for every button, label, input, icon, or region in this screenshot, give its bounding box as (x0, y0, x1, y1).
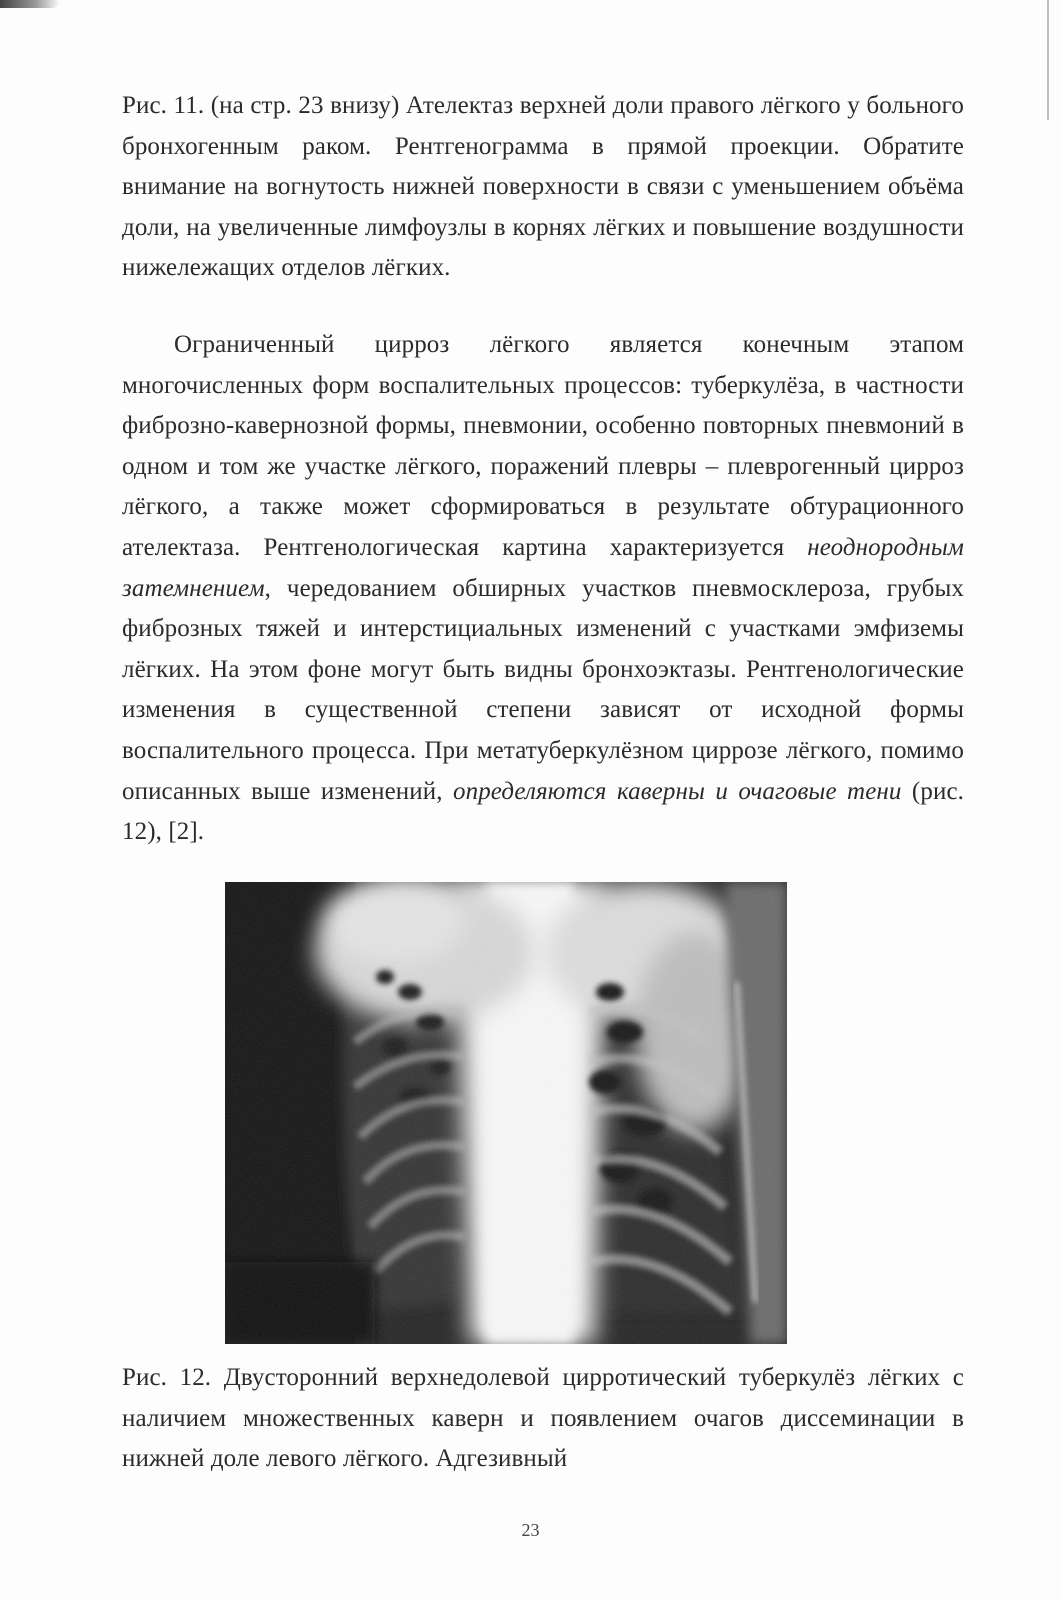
chest-xray-image (225, 882, 787, 1344)
body-text-part-3: (рис. 12), [2]. (122, 777, 964, 846)
figure-11-caption (122, 86, 964, 289)
body-text (122, 325, 964, 853)
figure-11-label: Рис. 11. (122, 92, 205, 119)
body-emphasis-2: определяются каверны и очаговые тени (453, 777, 902, 805)
xray-graphic (225, 882, 787, 1344)
figure-12-text: Двусторонний верхнедолевой цирротический туберкулёз лёгких с наличием множественных каверн и появлением очагов диссеминации в нижней доле левого лёгкого. Адгезивный (122, 1364, 965, 1473)
body-text-part-2: , чередованием обширных участков пневмосклероза, грубых фиброзных тяжей и интерстициальных изменений с участками эмфиземы лёгких. На этом фоне могут быть видны бронхоэктазы. Рентгенологические изменения в существенной степени зависят от исходной формы воспалительного процесса. При метатуберкулёзном циррозе лёгкого, помимо описанных выше изменений, (122, 574, 964, 805)
figure-11-text: (на стр. 23 внизу) Ателектаз верхней доли правого лёгкого у больного бронхогенным раком. Рентгенограмма в прямой проекции. Обратите внимание на вогнутость нижней поверхности в связи с уменьшением объёма доли, на увеличенные лимфоузлы в корнях лёгких и повышение воздушности нижележащих отделов лёгких. (122, 92, 964, 282)
body-emphasis-1: неоднородным затемнением (122, 533, 964, 602)
figure-12-caption-paragraph (122, 1358, 964, 1480)
body-paragraph (122, 325, 964, 853)
figure-12-label: Рис. 12. (122, 1364, 212, 1391)
page-number: 23 (521, 1520, 540, 1540)
body-text-part-1: Ограниченный цирроз лёгкого является конечным этапом многочисленных форм воспалительных процессов: туберкулёза, в частности фиброзно-кавернозной формы, пневмонии, особенно повторных пневмоний в одном и том же участке лёгкого, поражений плевры – плеврогенный цирроз лёгкого, а также может сформироваться в результате обтурационного ателектаза. Рентгенологическая картина характеризуется (122, 331, 964, 561)
figure-12-caption (122, 1358, 964, 1480)
scan-artifact (0, 0, 60, 8)
figure-11-caption-paragraph (122, 86, 964, 289)
page-edge-line (1047, 0, 1049, 120)
